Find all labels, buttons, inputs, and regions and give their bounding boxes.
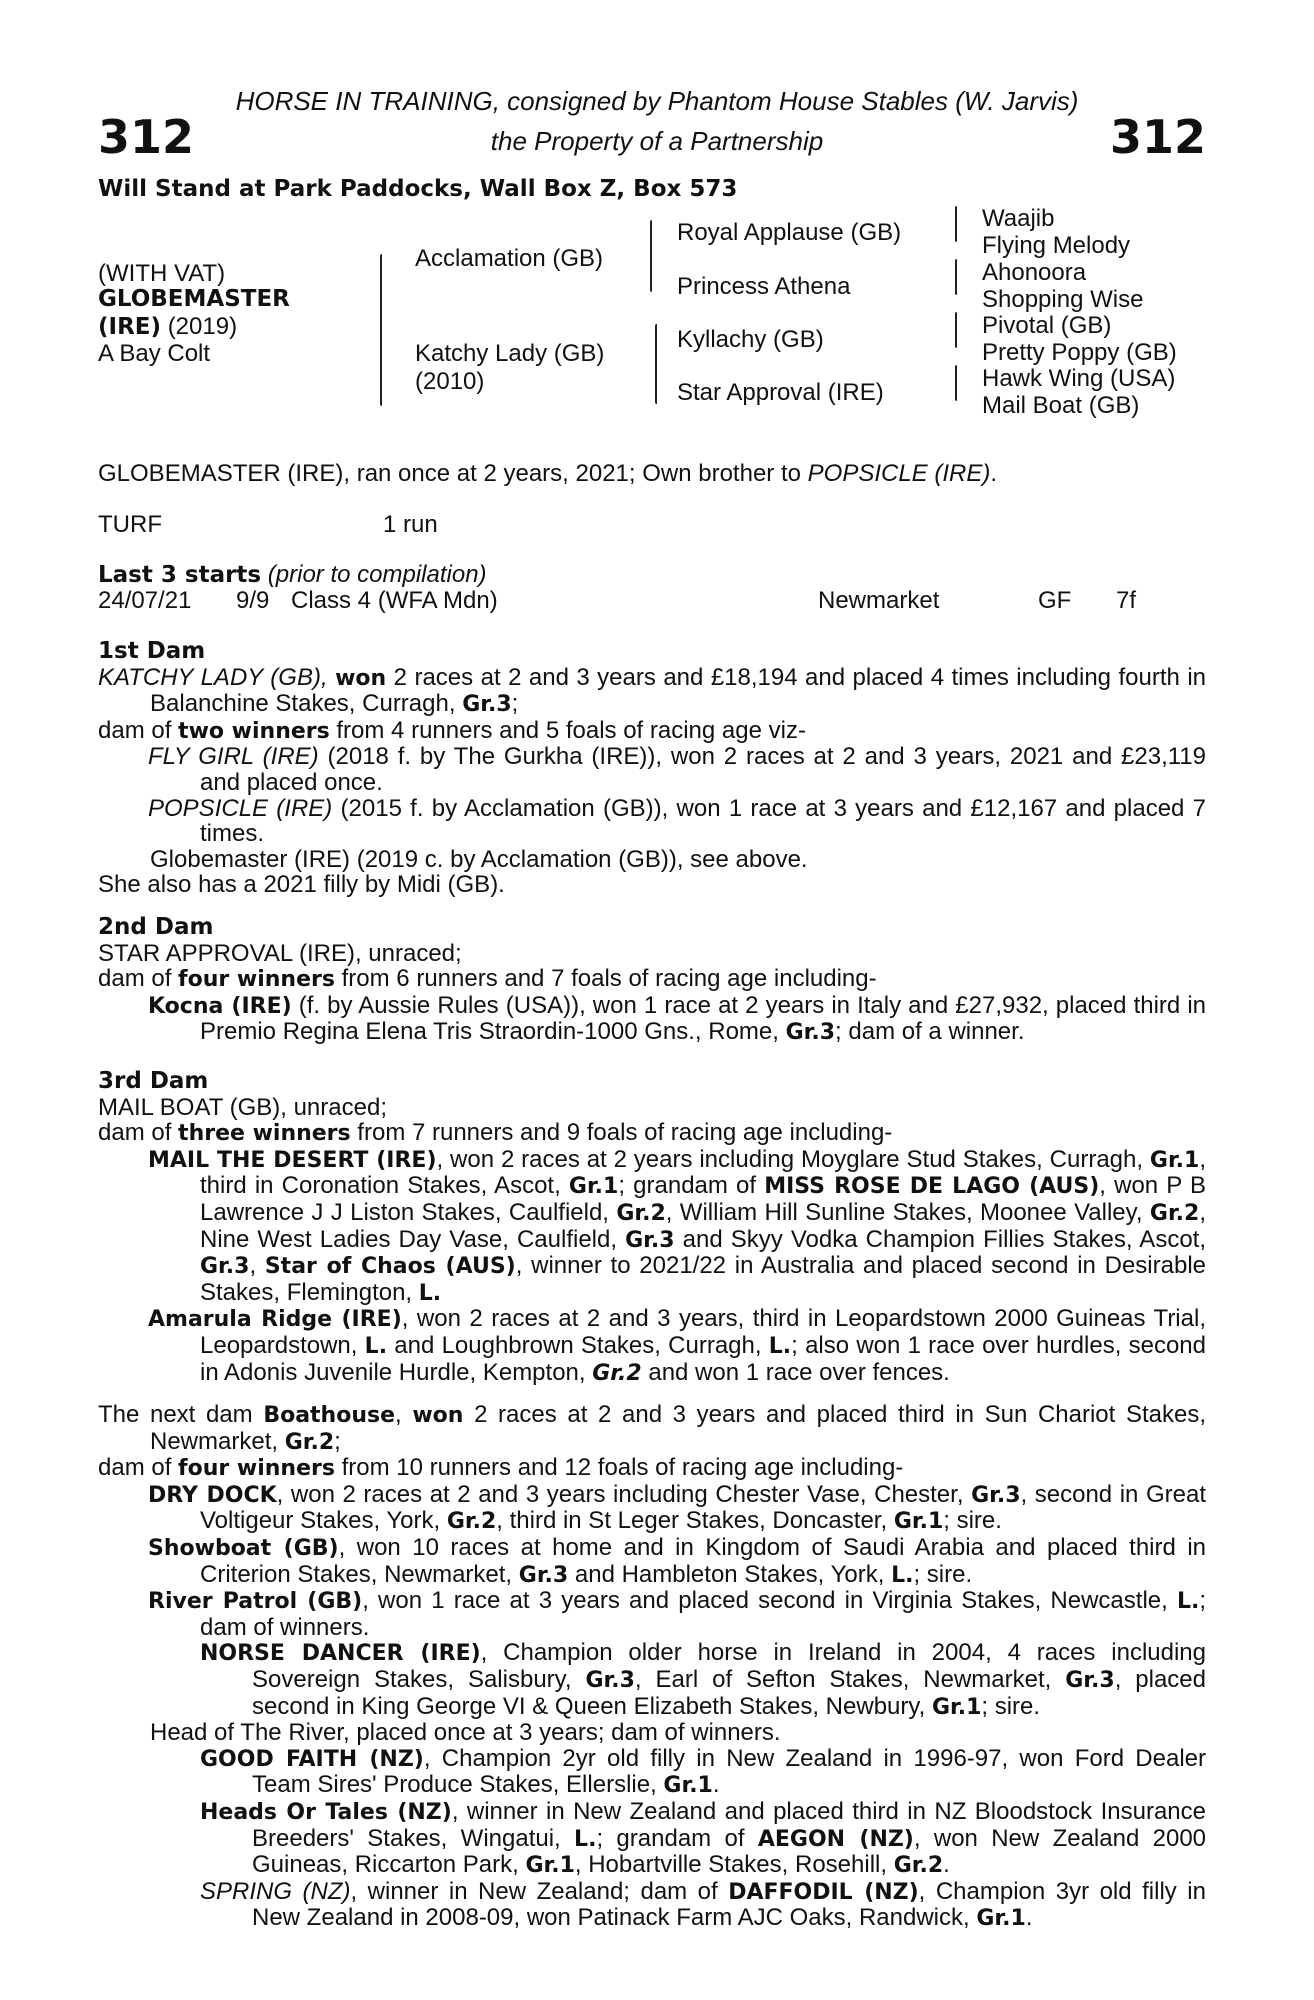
race-summary xyxy=(98,460,997,488)
third-dam-section xyxy=(98,1068,1206,1386)
pedigree-ssd: Flying Melody xyxy=(982,232,1131,259)
produce-river-patrol xyxy=(98,1588,1206,1640)
produce-name: DRY DOCK xyxy=(148,1482,277,1508)
t: and Skyy Vodka Champion Fillies Stakes, Ascot, xyxy=(674,1225,1206,1253)
pedigree-dam-sire: Kyllachy (GB) xyxy=(677,326,824,353)
t: , won 10 races at home and in Kingdom of Saudi Arabia and placed third in Criterion Stakes, Newmarket, xyxy=(200,1533,1207,1588)
t: , Champion 2yr old filly in New Zealand in 1996-97, won Ford Dealer Team Sires' Produce Stakes, Ellerslie, xyxy=(252,1744,1206,1799)
pedigree-brace-dam xyxy=(655,324,657,404)
t: from 10 runners and 12 foals of racing age including- xyxy=(334,1454,904,1482)
t: , second in Great Voltigeur Stakes, York, xyxy=(200,1480,1207,1535)
t: , xyxy=(395,1401,413,1428)
winners-count: two winners xyxy=(178,718,330,744)
grand-produce-name: MISS ROSE DE LAGO (AUS) xyxy=(764,1174,1100,1200)
g: Gr.3 xyxy=(518,1562,569,1588)
dam-name: KATCHY LADY (GB), xyxy=(98,663,336,691)
g: Gr.1 xyxy=(931,1694,982,1720)
g: Gr.3 xyxy=(585,1667,635,1693)
last-starts-title: Last 3 starts xyxy=(98,562,262,588)
vat-label: (WITH VAT) xyxy=(98,260,226,287)
pedigree-brace-dd xyxy=(955,365,957,401)
winners-count: four winners xyxy=(178,1456,335,1482)
winners-count: three winners xyxy=(178,1121,351,1147)
produce-good-faith xyxy=(98,1746,1206,1799)
g: L. xyxy=(1176,1589,1200,1615)
produce-name: FLY GIRL (IRE) xyxy=(148,743,319,771)
property-line: the Property of a Partnership xyxy=(490,126,824,156)
produce-name: Heads Or Tales (NZ) xyxy=(200,1799,452,1825)
pedigree-sds: Ahonoora xyxy=(982,259,1087,286)
third-dam-produce-intro xyxy=(98,1120,1206,1147)
produce-showboat xyxy=(98,1535,1206,1588)
g: Gr.3 xyxy=(971,1482,1021,1508)
t: ; xyxy=(334,1427,341,1455)
g: Gr.3 xyxy=(1065,1667,1115,1693)
pedigree-sdd: Shopping Wise xyxy=(982,286,1144,313)
second-dam-heading: 2nd Dam xyxy=(98,914,214,940)
start-race: Class 4 (WFA Mdn) xyxy=(291,587,498,614)
next-dam-section xyxy=(98,1402,1206,1932)
t: , Champion 3yr old filly in New Zealand in 2008-09, won Patinack Farm AJC Oaks, Randwick, xyxy=(252,1877,1206,1932)
t: and Hambleton Stakes, York, xyxy=(568,1560,892,1588)
start-date: 24/07/21 xyxy=(98,587,192,614)
t: , xyxy=(249,1252,265,1280)
pedigree-dsd: Pretty Poppy (GB) xyxy=(982,339,1177,366)
g: Gr.2 xyxy=(1149,1200,1200,1226)
t: , third in Coronation Stakes, Ascot, xyxy=(200,1145,1207,1200)
grand-produce-name: Star of Chaos (AUS) xyxy=(264,1254,516,1280)
text: from 4 runners and 5 foals of racing age viz- xyxy=(329,716,806,744)
first-dam-heading: 1st Dam xyxy=(98,638,206,664)
next-dam-record xyxy=(98,1402,1206,1455)
record-text: 2 races at 2 and 3 years and £18,194 and placed 4 times including fourth in Balanchine Stakes, Curragh, xyxy=(150,663,1206,718)
pedigree-dam-year: (2010) xyxy=(415,368,485,395)
t: ; sire. xyxy=(913,1560,973,1588)
t: ; dam of winners. xyxy=(200,1587,1206,1641)
g: L. xyxy=(891,1562,914,1588)
produce-mail-the-desert xyxy=(98,1147,1206,1307)
pedigree-brace-main xyxy=(380,254,382,406)
produce-popsicle xyxy=(98,796,1206,847)
start-going: GF xyxy=(1038,587,1072,614)
t: , placed second in King George VI & Queen Elizabeth Stakes, Newbury, xyxy=(252,1665,1206,1720)
produce-spring xyxy=(98,1879,1206,1932)
t: ; grandam of xyxy=(618,1172,765,1200)
t: , won 2 races at 2 years including Moyglare Stud Stakes, Curragh, xyxy=(436,1145,1150,1173)
t: , winner to 2021/22 in Australia and placed second in Desirable Stakes, Flemington, xyxy=(200,1252,1206,1306)
pedigree-dam: Katchy Lady (GB) xyxy=(415,340,605,367)
t: . xyxy=(1025,1904,1033,1932)
g: L. xyxy=(768,1333,792,1359)
g: Gr.2 xyxy=(616,1200,666,1226)
produce-name: SPRING (NZ) xyxy=(200,1877,351,1905)
produce-globemaster: Globemaster (IRE) (2019 c. by Acclamation (GB)), see above. xyxy=(150,845,808,873)
start-position: 9/9 xyxy=(236,587,270,614)
produce-fly-girl xyxy=(98,744,1206,795)
first-dam-produce-intro xyxy=(98,718,1206,745)
horse-origin-year xyxy=(98,313,237,341)
produce-filly: She also has a 2021 filly by Midi (GB). xyxy=(98,871,505,899)
t: ; sire. xyxy=(981,1692,1041,1720)
turf-label: TURF xyxy=(98,511,162,538)
grand-produce-name: DAFFODIL (NZ) xyxy=(728,1879,919,1905)
produce-name: POPSICLE (IRE) xyxy=(148,794,333,822)
second-dam-produce-intro xyxy=(98,966,1206,993)
t: ; also won 1 race over hurdles, second in Adonis Juvenile Hurdle, Kempton, xyxy=(200,1331,1206,1386)
t: and won 1 race over fences. xyxy=(641,1358,950,1386)
g: Gr.1 xyxy=(1149,1147,1200,1173)
lot-number-right: 312 xyxy=(1109,110,1206,164)
pedigree-sss: Waajib xyxy=(982,205,1055,232)
start-course: Newmarket xyxy=(818,587,940,614)
t: and Loughbrown Stakes, Curragh, xyxy=(387,1331,769,1359)
pedigree-brace-ds xyxy=(955,312,957,348)
won-label: won xyxy=(412,1403,464,1428)
g: Gr.3 xyxy=(200,1254,250,1280)
g: L. xyxy=(574,1826,597,1852)
t: , won 1 race at 3 years and placed second in Virginia Stakes, Newcastle, xyxy=(362,1587,1177,1615)
stand-location: Will Stand at Park Paddocks, Wall Box Z, Box 573 xyxy=(98,176,738,202)
produce-name: GOOD FAITH (NZ) xyxy=(200,1746,424,1772)
produce-name: River Patrol (GB) xyxy=(148,1589,363,1615)
first-dam-section xyxy=(98,638,1206,898)
pedigree-ddd: Mail Boat (GB) xyxy=(982,392,1140,419)
text: dam of xyxy=(98,1119,179,1147)
pedigree-brace-ss xyxy=(955,206,957,242)
pedigree-sire-dam: Princess Athena xyxy=(677,273,851,300)
produce-kocna xyxy=(98,993,1206,1046)
produce-name: Amarula Ridge (IRE) xyxy=(148,1307,402,1333)
t: , won 2 races at 2 and 3 years including Chester Vase, Chester, xyxy=(276,1480,972,1508)
t: dam of xyxy=(98,1454,179,1482)
produce-norse-dancer xyxy=(98,1640,1206,1720)
last-starts-heading xyxy=(98,561,487,589)
g: L. xyxy=(364,1333,388,1359)
t: , winner in New Zealand and placed third in NZ Bloodstock Insurance Breeders' Stakes, Wingatui, xyxy=(252,1797,1206,1852)
t: The next dam xyxy=(98,1401,264,1428)
text: from 6 runners and 7 foals of racing age including- xyxy=(334,965,877,993)
pedigree-dds: Hawk Wing (USA) xyxy=(982,365,1176,392)
t: 2 races at 2 and 3 years and placed third in Sun Chariot Stakes, Newmarket, xyxy=(150,1401,1206,1455)
g: Gr.2 xyxy=(592,1360,642,1386)
summary-end: . xyxy=(990,460,998,487)
t: , won P B Lawrence J J Liston Stakes, Caulfield, xyxy=(200,1172,1207,1226)
pedigree-brace-sire xyxy=(650,220,652,292)
g: Gr.1 xyxy=(893,1509,944,1535)
record-end: ; xyxy=(511,690,519,718)
grand-produce-name: AEGON (NZ) xyxy=(757,1826,914,1852)
text: dam of xyxy=(98,716,179,744)
t: , Earl of Sefton Stakes, Newmarket, xyxy=(634,1665,1066,1693)
t: , third in St Leger Stakes, Doncaster, xyxy=(496,1507,894,1535)
t: , won 2 races at 2 and 3 years, third in Leopardstown 2000 Guineas Trial, Leopardstown, xyxy=(200,1305,1206,1359)
g: Gr.1 xyxy=(568,1174,619,1200)
produce-record: (2015 f. by Acclamation (GB)), won 1 race at 3 years and £12,167 and placed 7 times. xyxy=(200,794,1206,848)
pedigree-brace-sd xyxy=(955,259,957,295)
grade-label: Gr.3 xyxy=(462,692,512,718)
g: Gr.2 xyxy=(446,1509,497,1535)
dam-name: Boathouse xyxy=(263,1403,396,1428)
third-dam-heading: 3rd Dam xyxy=(98,1068,209,1094)
second-dam-record: STAR APPROVAL (IRE), unraced; xyxy=(98,939,462,967)
t: , won New Zealand 2000 Guineas, Riccarton Park, xyxy=(252,1824,1207,1879)
second-dam-section xyxy=(98,914,1206,1046)
produce-name: Kocna (IRE) xyxy=(148,993,292,1019)
t: , Nine West Ladies Day Vase, Caulfield, xyxy=(200,1198,1206,1253)
horse-name: GLOBEMASTER xyxy=(98,286,290,312)
grade-label: Gr.3 xyxy=(785,1020,836,1046)
g: Gr.1 xyxy=(663,1773,713,1799)
next-dam-produce-intro xyxy=(98,1455,1206,1482)
g: Gr.2 xyxy=(284,1429,335,1455)
t: . xyxy=(712,1771,720,1799)
start-distance: 7f xyxy=(1116,587,1137,614)
g: Gr.2 xyxy=(893,1853,944,1879)
t: ; grandam of xyxy=(596,1824,758,1852)
t: , Champion older horse in Ireland in 2004, 4 races including Sovereign Stakes, Salisbury, xyxy=(252,1639,1206,1693)
summary-text: GLOBEMASTER (IRE), ran once at 2 years, 2021; Own brother to xyxy=(98,460,808,487)
horse-description: A Bay Colt xyxy=(98,340,211,367)
won-label: won xyxy=(335,665,387,691)
consignor-line: HORSE IN TRAINING, consigned by Phantom House Stables (W. Jarvis) xyxy=(235,86,1079,116)
summary-sibling: POPSICLE (IRE) xyxy=(807,460,991,487)
pedigree-dss: Pivotal (GB) xyxy=(982,312,1112,339)
t: ; sire. xyxy=(943,1507,1002,1535)
winners-count: four winners xyxy=(178,967,335,993)
produce-name: MAIL THE DESERT (IRE) xyxy=(148,1147,437,1173)
t: , winner in New Zealand; dam of xyxy=(350,1877,729,1905)
t: , William Hill Sunline Stakes, Moonee Valley, xyxy=(665,1198,1150,1226)
produce-name: NORSE DANCER (IRE) xyxy=(200,1641,481,1667)
last-starts-note: (prior to compilation) xyxy=(267,561,487,588)
pedigree-sire-sire: Royal Applause (GB) xyxy=(677,219,902,246)
pedigree-dam-dam: Star Approval (IRE) xyxy=(677,379,884,406)
lot-number-left: 312 xyxy=(98,110,195,164)
text: from 7 runners and 9 foals of racing age including- xyxy=(350,1119,893,1147)
produce-heads-or-tales xyxy=(98,1799,1206,1879)
horse-country: (IRE) xyxy=(98,314,162,340)
g: Gr.3 xyxy=(625,1227,675,1253)
turf-runs: 1 run xyxy=(383,511,438,538)
t: , Hobartville Stakes, Rosehill, xyxy=(574,1851,894,1879)
g: L. xyxy=(418,1280,442,1306)
produce-dry-dock xyxy=(98,1482,1206,1535)
produce-record: (2018 f. by The Gurkha (IRE)), won 2 races at 2 and 3 years, 2021 and £23,119 and placed once. xyxy=(200,743,1206,796)
produce-record: (f. by Aussie Rules (USA)), won 1 race at 2 years in Italy and £27,932, placed third in Premio Regina Elena Tris Straordin-1000 Gns., Rome, xyxy=(200,991,1207,1046)
text: dam of xyxy=(98,965,179,993)
third-dam-record: MAIL BOAT (GB), unraced; xyxy=(98,1093,387,1121)
pedigree-sire: Acclamation (GB) xyxy=(415,245,604,272)
g: Gr.1 xyxy=(976,1906,1026,1932)
produce-head-of-the-river: Head of The River, placed once at 3 years; dam of winners. xyxy=(150,1719,781,1747)
first-dam-record xyxy=(98,665,1206,718)
g: Gr.1 xyxy=(525,1853,575,1879)
first-dam-title xyxy=(98,638,1206,665)
produce-amarula-ridge xyxy=(98,1306,1206,1386)
produce-name: Showboat (GB) xyxy=(148,1535,339,1561)
horse-year: (2019) xyxy=(167,313,238,340)
t: . xyxy=(943,1851,950,1879)
produce-record-end: ; dam of a winner. xyxy=(835,1018,1025,1046)
